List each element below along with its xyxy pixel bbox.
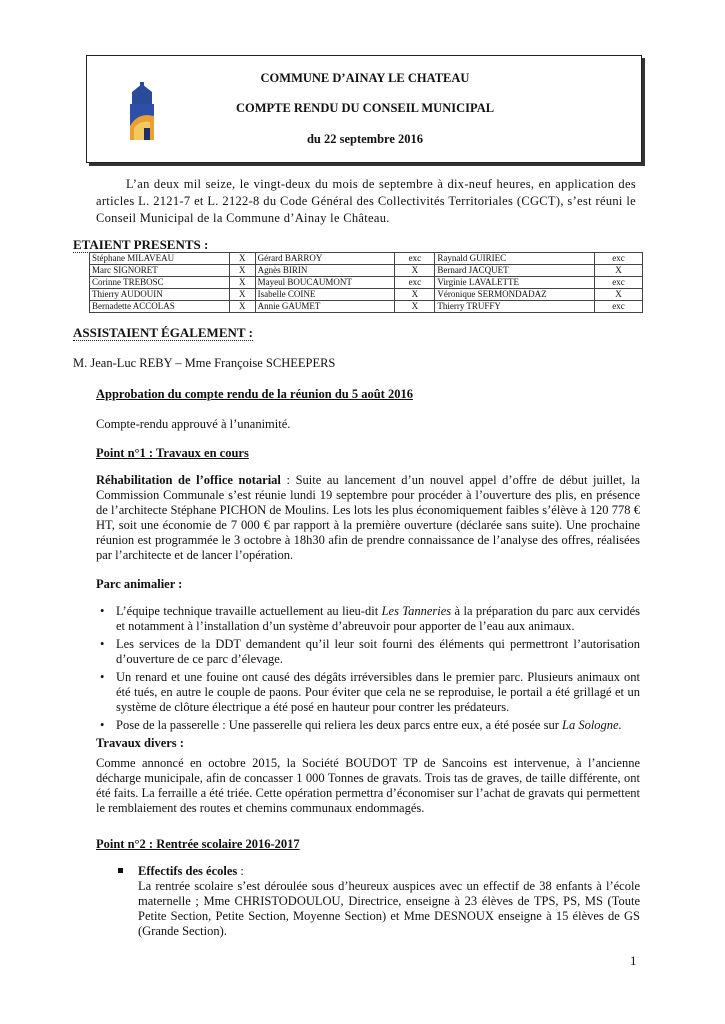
divers-heading: Travaux divers : xyxy=(96,736,184,750)
attendee-name: Mayeul BOUCAUMONT xyxy=(255,277,395,289)
intro-text: L’an deux mil seize, le vingt-deux du mois de septembre à dix-neuf heures, en application des articles L. 2121-7 et L. 2122-8 du Code Général des Collectivités Territoriales (CGCT), s’est réuni le Conseil Municipal de la Commune d’Ainay le Château. xyxy=(96,177,636,225)
place-name: Les Tanneries xyxy=(381,604,452,618)
attendee-name: Agnès BIRIN xyxy=(255,265,395,277)
rehab-label: Réhabilitation de l’office notarial xyxy=(96,473,281,487)
attendee-name: Bernadette ACCOLAS xyxy=(90,301,230,313)
effectifs-colon: : xyxy=(237,864,244,878)
list-item xyxy=(96,718,640,733)
attendance-mark: exc xyxy=(395,277,435,289)
attendance-mark: X xyxy=(229,253,255,265)
approbation-text: Compte-rendu approuvé à l’unanimité. xyxy=(96,417,291,431)
attendance-mark: X xyxy=(229,301,255,313)
rehab-text: : Suite au lancement d’un nouvel appel d’offre de début juillet, la Commission Communale s’est réunie lundi 19 septembre pour procéder à l’ouverture des plis, en présence de l’architecte Stéphane PICHON de Moulins. Les lots les plus économiquement faibles s’élève à 120 778 € HT, soit une économie de 7 000 € par rapport à la première ouverture (déclarée sans suite). Une prochaine réunion est programmée le 3 octobre à 18h30 afin de prendre connaissance de l’analyse des offres, réalisées par l’architecte et de lancer l’opération. xyxy=(96,473,640,562)
rehab-paragraph xyxy=(96,473,640,563)
square-bullet-icon xyxy=(118,868,123,873)
attendee-name: Isabelle COINE xyxy=(255,289,395,301)
attendance-mark: exc xyxy=(395,253,435,265)
place-name: La Sologne. xyxy=(562,718,622,732)
attendance-mark: X xyxy=(229,277,255,289)
assistants-names: M. Jean-Luc REBY – Mme Françoise SCHEEPERS xyxy=(73,356,336,370)
attendee-name: Raynald GUIRIEC xyxy=(435,253,595,265)
bullet-icon: • xyxy=(100,637,105,651)
attendee-name: Thierry AUDOUIN xyxy=(90,289,230,301)
attendee-name: Bernard JACQUET xyxy=(435,265,595,277)
attendee-name: Annie GAUMET xyxy=(255,301,395,313)
assistants-heading: ASSISTAIENT ÉGALEMENT : xyxy=(73,325,253,340)
document-title: COMPTE RENDU DU CONSEIL MUNICIPAL xyxy=(235,101,495,115)
bullet-icon: • xyxy=(100,670,105,684)
list-item xyxy=(96,637,640,667)
point2-heading: Point n°2 : Rentrée scolaire 2016-2017 xyxy=(96,837,300,851)
meeting-date: du 22 septembre 2016 xyxy=(306,132,424,146)
bullet-text: Un renard et une fouine ont causé des dégâts irréversibles dans le premier parc. Plusieurs animaux ont été tués, en autre le couple de paons. Pour éviter que cela ne se reproduise, le portail a été grillagé et un système de clôture électrique a été posé en hauteur pour contrer les prédateurs. xyxy=(116,670,640,714)
presents-heading: ETAIENT PRESENTS : xyxy=(73,237,209,252)
attendance-mark: exc xyxy=(595,253,643,265)
bullet-icon: • xyxy=(100,718,105,732)
attendance-table xyxy=(89,252,643,313)
attendee-name: Véronique SERMONDADAZ xyxy=(435,289,595,301)
attendee-name: Thierry TRUFFY xyxy=(435,301,595,313)
bullet-text: à la préparation du parc aux cervidés et notamment à l’installation d’un système d’abreuvoir pour apporter de l’eau aux animaux. xyxy=(116,604,641,633)
bullet-text: L’équipe technique travaille actuellement au lieu-dit xyxy=(116,604,382,618)
attendance-mark: X xyxy=(229,265,255,277)
effectifs-item xyxy=(118,864,640,939)
attendee-name: Stéphane MILAVEAU xyxy=(90,253,230,265)
attendee-name: Gérard BARROY xyxy=(255,253,395,265)
table-row xyxy=(90,301,643,313)
intro-paragraph xyxy=(96,176,636,227)
approbation-heading: Approbation du compte rendu de la réunion du 5 août 2016 xyxy=(96,387,413,401)
commune-logo xyxy=(118,82,166,144)
list-item xyxy=(96,670,640,715)
attendance-mark: X xyxy=(395,265,435,277)
table-row xyxy=(90,277,643,289)
attendee-name: Marc SIGNORET xyxy=(90,265,230,277)
attendance-mark: exc xyxy=(595,277,643,289)
parc-heading: Parc animalier : xyxy=(96,577,183,591)
attendance-mark: X xyxy=(595,289,643,301)
attendance-mark: X xyxy=(595,265,643,277)
effectifs-text: La rentrée scolaire s’est déroulée sous d’heureux auspices avec un effectif de 38 enfants à l’école maternelle ; Mme CHRISTODOULOU, Directrice, enseigne à 23 élèves de TPS, PS, MS (Toute Petite Section, Petite Section, Moyenne Section) et Mme DESNOUX enseigne à 15 élèves de GS (Grande Section). xyxy=(138,879,640,938)
table-row xyxy=(90,289,643,301)
attendance-mark: X xyxy=(395,289,435,301)
attendance-mark: X xyxy=(229,289,255,301)
attendance-mark: X xyxy=(395,301,435,313)
effectifs-label: Effectifs des écoles xyxy=(138,864,238,878)
bullet-icon: • xyxy=(100,604,105,618)
divers-text: Comme annoncé en octobre 2015, la Société BOUDOT TP de Sancoins est intervenue, à l’ancienne décharge municipale, afin de concasser 1 000 Tonnes de gravats. Trois tas de graves, de taille différente, ont été faits. La ferraille a été triée. Cette opération permettra d’économiser sur l’achat de gravats qui permettent le remblaiement des routes et chemins communaux endommagés. xyxy=(96,756,640,815)
table-row xyxy=(90,265,643,277)
parc-bullet-list xyxy=(96,604,640,736)
bullet-text: Pose de la passerelle : Une passerelle qui reliera les deux parcs entre eux, a été posée sur xyxy=(116,718,562,732)
table-row xyxy=(90,253,643,265)
commune-name: COMMUNE D’AINAY LE CHATEAU xyxy=(260,71,470,85)
attendee-name: Corinne TREBOSC xyxy=(90,277,230,289)
attendee-name: Virginie LAVALETTE xyxy=(435,277,595,289)
page-number: 1 xyxy=(630,953,637,968)
point1-heading: Point n°1 : Travaux en cours xyxy=(96,446,249,460)
attendance-mark: exc xyxy=(595,301,643,313)
bullet-text: Les services de la DDT demandent qu’il leur soit fourni des éléments qui permettront l’autorisation d’ouverture de ce parc d’élevage. xyxy=(116,637,640,666)
list-item xyxy=(96,604,640,634)
